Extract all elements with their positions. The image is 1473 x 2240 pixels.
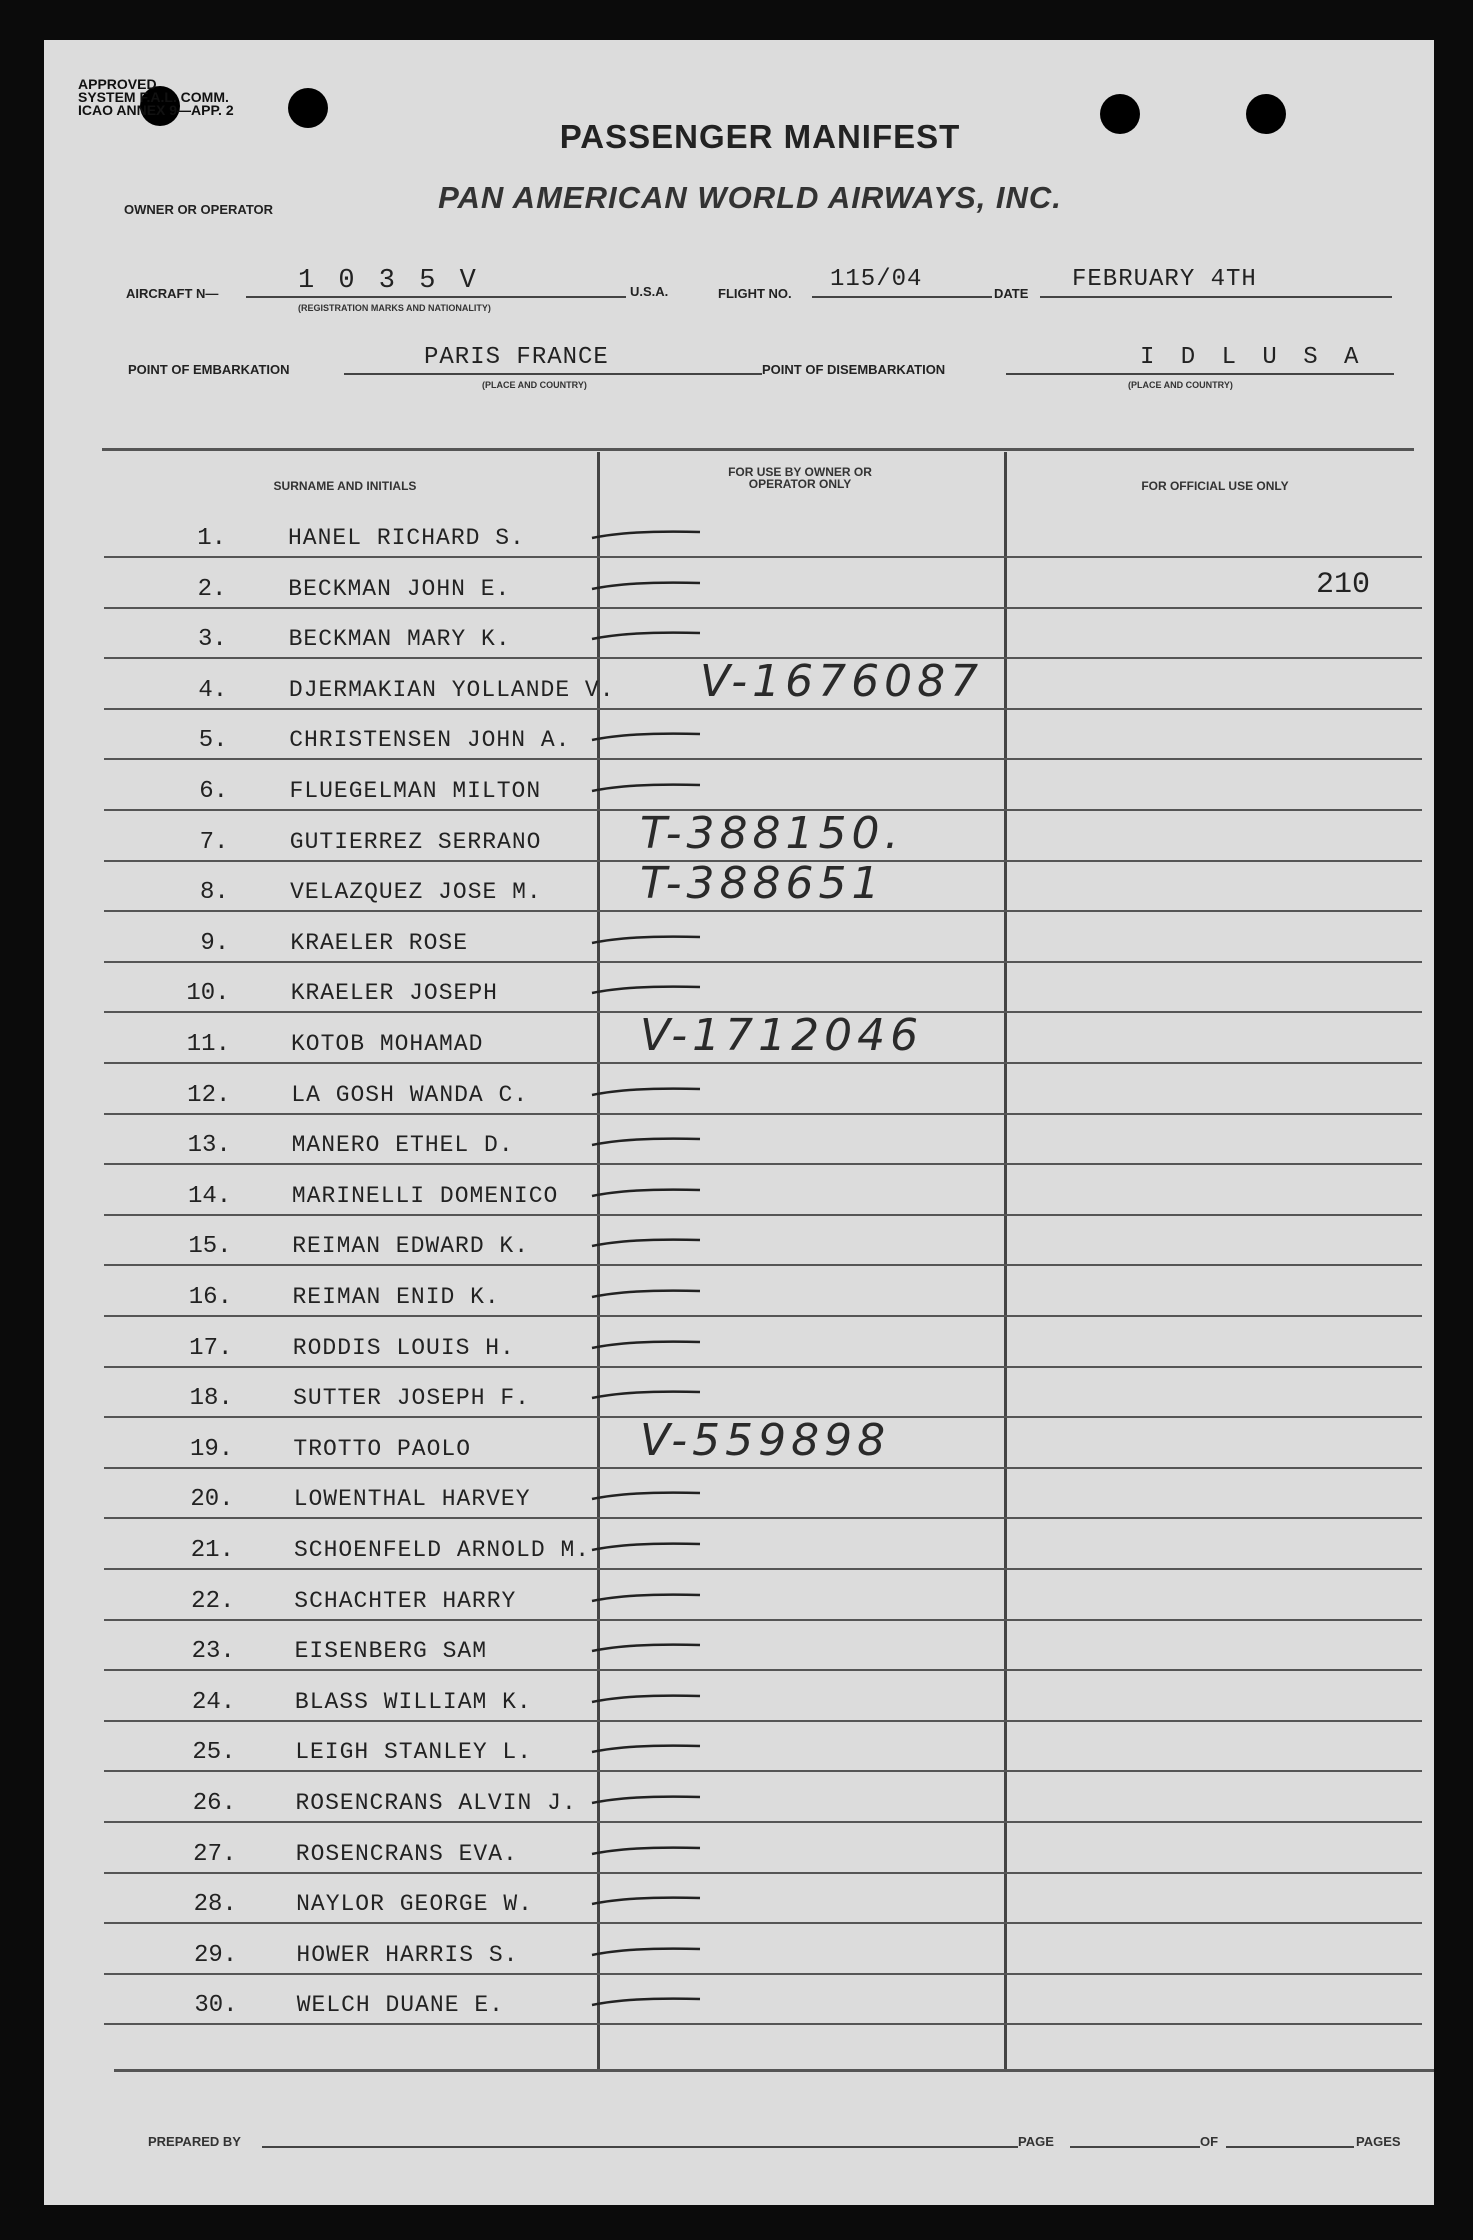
row-rule — [104, 1163, 1422, 1165]
aircraft-sublabel: (REGISTRATION MARKS AND NATIONALITY) — [298, 303, 491, 313]
row-rule — [104, 1214, 1422, 1216]
passenger-number: 13. — [187, 1132, 231, 1160]
passenger-number: 1. — [197, 525, 226, 552]
passenger-number: 7. — [199, 828, 229, 856]
passenger-name: KRAELER JOSEPH — [290, 980, 498, 1007]
row-rule — [104, 1770, 1422, 1772]
passenger-name: HOWER HARRIS S. — [296, 1941, 519, 1968]
check-dash-mark — [590, 1639, 710, 1659]
column-header-official: FOR OFFICIAL USE ONLY — [1141, 479, 1289, 493]
row-rule — [104, 556, 1422, 558]
passenger-number: 15. — [188, 1233, 232, 1261]
passenger-number: 12. — [187, 1081, 231, 1109]
aircraft-value: 1 0 3 5 V — [298, 266, 480, 296]
check-dash-mark — [590, 627, 710, 647]
passenger-name: DJERMAKIAN YOLLANDE V. — [288, 676, 615, 703]
passenger-name: MARINELLI DOMENICO — [291, 1182, 559, 1209]
page-label: PAGE — [1018, 2134, 1054, 2149]
passenger-number: 24. — [191, 1688, 236, 1716]
passenger-number: 23. — [191, 1638, 235, 1666]
check-dash-mark — [590, 1943, 710, 1963]
row-rule — [104, 1872, 1422, 1874]
usa-label: U.S.A. — [630, 284, 669, 299]
approval-line: ICAO ANNEX 9—APP. 2 — [78, 102, 234, 118]
row-rule — [104, 1366, 1422, 1368]
passenger-number: 19. — [189, 1435, 234, 1463]
row-rule — [104, 1264, 1422, 1266]
column-header-surname: SURNAME AND INITIALS — [273, 479, 417, 493]
check-dash-mark — [590, 1538, 710, 1558]
disembark-sublabel: (PLACE AND COUNTRY) — [1128, 380, 1233, 390]
passenger-number: 6. — [199, 778, 228, 805]
check-dash-mark — [590, 1690, 710, 1710]
passenger-number: 30. — [194, 1992, 238, 2020]
column-header-owner-use: FOR USE BY OWNER OR OPERATOR ONLY — [728, 465, 872, 491]
passenger-name: SCHOENFELD ARNOLD M. — [294, 1537, 591, 1563]
check-dash-mark — [590, 1133, 710, 1153]
check-dash-mark — [590, 526, 710, 546]
row-rule — [104, 2023, 1422, 2025]
passenger-number: 25. — [192, 1739, 236, 1767]
check-dash-mark — [590, 1285, 710, 1305]
check-dash-mark — [590, 1184, 710, 1204]
passenger-number: 14. — [187, 1182, 232, 1210]
official-note: 210 — [1316, 568, 1371, 602]
passenger-name: EISENBERG SAM — [294, 1638, 488, 1665]
passenger-number: 9. — [200, 929, 230, 957]
passenger-number: 22. — [191, 1587, 235, 1615]
owner-label: OWNER OR OPERATOR — [124, 202, 274, 217]
passenger-number: 28. — [193, 1891, 237, 1919]
row-rule — [104, 1315, 1422, 1317]
check-dash-mark — [590, 577, 710, 597]
row-rule — [104, 758, 1422, 760]
passenger-name: LA GOSH WANDA C. — [291, 1081, 529, 1108]
check-dash-mark — [590, 1842, 710, 1862]
passenger-name: FLUEGELMAN MILTON — [289, 778, 542, 804]
check-dash-mark — [590, 1791, 710, 1811]
passenger-number: 5. — [198, 727, 228, 755]
passenger-number: 17. — [189, 1334, 233, 1362]
owner-value: PAN AMERICAN WORLD AIRWAYS, INC. — [438, 180, 1062, 215]
row-rule — [104, 1568, 1422, 1570]
check-dash-mark — [590, 981, 710, 1001]
check-dash-mark — [590, 1892, 710, 1912]
passenger-name: RODDIS LOUIS H. — [292, 1334, 515, 1361]
passenger-number: 18. — [189, 1385, 233, 1413]
passenger-name: GUTIERREZ SERRANO — [289, 828, 542, 855]
passenger-number: 29. — [193, 1941, 238, 1969]
handwritten-note: T-388651 — [640, 858, 885, 910]
check-dash-mark — [590, 779, 710, 799]
row-rule — [104, 961, 1422, 963]
passenger-name: VELAZQUEZ JOSE M. — [290, 879, 542, 906]
embark-sublabel: (PLACE AND COUNTRY) — [482, 380, 587, 390]
passenger-name: LEIGH STANLEY L. — [295, 1739, 533, 1766]
passenger-name: BLASS WILLIAM K. — [294, 1688, 532, 1715]
passenger-name: CHRISTENSEN JOHN A. — [289, 727, 571, 754]
check-dash-mark — [590, 1993, 710, 2013]
passenger-name: NAYLOR GEORGE W. — [296, 1891, 533, 1918]
page-title: PASSENGER MANIFEST — [559, 118, 961, 155]
passenger-number: 21. — [190, 1537, 234, 1564]
passenger-name: TROTTO PAOLO — [293, 1435, 472, 1462]
row-rule — [104, 1973, 1422, 1975]
flight-label: FLIGHT NO. — [718, 286, 792, 301]
passenger-number: 27. — [193, 1840, 237, 1868]
row-rule — [104, 1062, 1422, 1064]
passenger-name: WELCH DUANE E. — [296, 1992, 504, 2019]
passenger-name: SCHACHTER HARRY — [294, 1587, 517, 1614]
passenger-name: KRAELER ROSE — [290, 929, 469, 956]
check-dash-mark — [590, 1740, 710, 1760]
check-dash-mark — [590, 1487, 710, 1507]
passenger-name: KOTOB MOHAMAD — [291, 1031, 484, 1057]
date-label: DATE — [994, 286, 1029, 301]
aircraft-label: AIRCRAFT N— — [126, 286, 219, 301]
approval-note — [78, 78, 234, 117]
passenger-number: 20. — [190, 1486, 234, 1514]
passenger-number: 16. — [188, 1284, 232, 1311]
row-rule — [104, 1517, 1422, 1519]
punch-hole-3 — [1100, 94, 1140, 134]
handwritten-note: T-388150. — [640, 807, 904, 859]
passenger-number: 8. — [199, 879, 229, 907]
flight-value: 115/04 — [830, 266, 923, 293]
row-rule — [104, 1113, 1422, 1115]
row-rule — [104, 607, 1422, 609]
passenger-number: 3. — [197, 626, 227, 654]
row-rule — [104, 1922, 1422, 1924]
passenger-name: HANEL RICHARD S. — [288, 525, 525, 551]
of-label: OF — [1200, 2134, 1219, 2149]
passenger-number: 26. — [192, 1790, 236, 1817]
row-rule — [104, 1669, 1422, 1671]
prepared-by-label: PREPARED BY — [148, 2134, 241, 2149]
embark-label: POINT OF EMBARKATION — [128, 362, 290, 377]
row-rule — [104, 1467, 1422, 1469]
handwritten-note: V-559898 — [640, 1414, 891, 1466]
row-rule — [104, 708, 1422, 710]
check-dash-mark — [590, 1386, 710, 1406]
passenger-number: 11. — [186, 1031, 230, 1058]
punch-hole-2 — [288, 88, 328, 128]
check-dash-mark — [590, 1234, 710, 1254]
passenger-name: REIMAN EDWARD K. — [292, 1233, 530, 1260]
handwritten-note: V-1676087 — [700, 655, 984, 707]
passenger-name: LOWENTHAL HARVEY — [293, 1486, 531, 1513]
handwritten-note: V-1712046 — [640, 1010, 924, 1061]
passenger-name: BECKMAN JOHN E. — [288, 575, 511, 602]
date-value: FEBRUARY 4TH — [1072, 266, 1257, 293]
passenger-name: BECKMAN MARY K. — [288, 626, 511, 653]
row-rule — [104, 910, 1422, 912]
check-dash-mark — [590, 1589, 710, 1609]
approval-line: SYSTEM F.A.L. COMM. — [78, 89, 229, 105]
passenger-name: SUTTER JOSEPH F. — [293, 1385, 530, 1412]
pages-label: PAGES — [1356, 2134, 1401, 2149]
check-dash-mark — [590, 1336, 710, 1356]
punch-hole-4 — [1246, 94, 1286, 134]
row-rule — [104, 1619, 1422, 1621]
row-rule — [104, 1720, 1422, 1722]
check-dash-mark — [590, 931, 710, 951]
passenger-name: ROSENCRANS ALVIN J. — [295, 1790, 577, 1816]
disembark-value: I D L U S A — [1140, 344, 1365, 371]
passenger-number: 4. — [198, 676, 228, 704]
passenger-name: ROSENCRANS EVA. — [295, 1840, 518, 1867]
disembark-label: POINT OF DISEMBARKATION — [762, 362, 946, 377]
check-dash-mark — [590, 1083, 710, 1103]
row-rule — [104, 1821, 1422, 1823]
embark-value: PARIS FRANCE — [424, 344, 609, 371]
check-dash-mark — [590, 728, 710, 748]
passenger-number: 2. — [197, 575, 227, 603]
passenger-number: 10. — [186, 980, 230, 1008]
approval-line: APPROVED — [78, 76, 157, 92]
passenger-name: MANERO ETHEL D. — [291, 1132, 514, 1159]
passenger-name: REIMAN ENID K. — [292, 1284, 500, 1310]
